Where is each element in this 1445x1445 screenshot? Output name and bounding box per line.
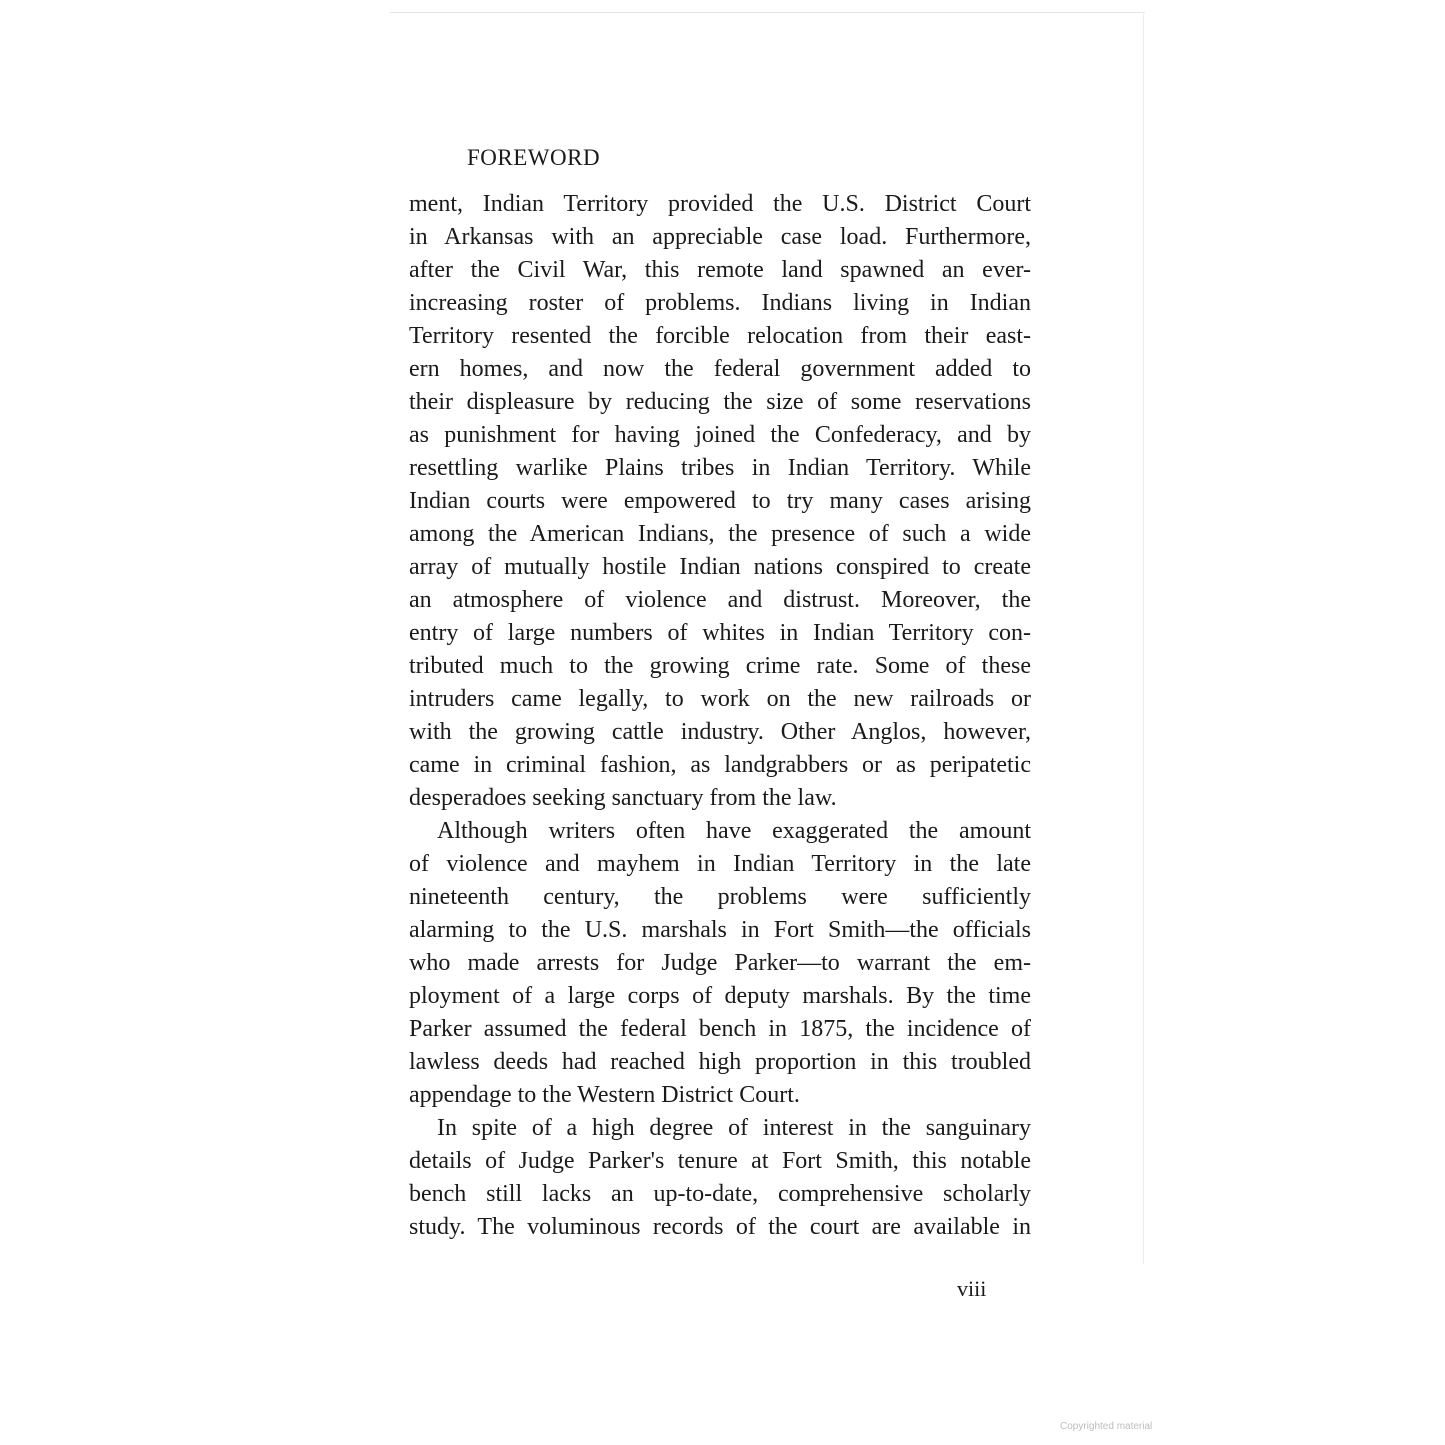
text-line: appendage to the Western District Court. xyxy=(409,1082,800,1108)
text-line: with the growing cattle industry. Other Anglos, however, xyxy=(409,719,1031,745)
text-line: tributed much to the growing crime rate. Some of these xyxy=(409,653,1031,679)
text-line: Indian courts were empowered to try many cases arising xyxy=(409,488,1031,514)
text-line: among the American Indians, the presence of such a wide xyxy=(409,521,1031,547)
page-number: viii xyxy=(957,1276,987,1301)
copyright-watermark: Copyrighted material xyxy=(1060,1421,1153,1432)
body-text xyxy=(409,188,1031,1244)
text-line: lawless deeds had reached high proportion in this troubled xyxy=(409,1049,1031,1075)
paragraph xyxy=(409,188,1031,815)
text-line: of violence and mayhem in Indian Territory in the late xyxy=(409,851,1031,877)
text-line: bench still lacks an up-to-date, comprehensive scholarly xyxy=(409,1181,1031,1207)
text-line: ern homes, and now the federal government added to xyxy=(409,356,1031,382)
text-line: Although writers often have exaggerated the amount xyxy=(437,818,1031,844)
text-line: increasing roster of problems. Indians living in Indian xyxy=(409,290,1031,316)
text-line: in Arkansas with an appreciable case load. Furthermore, xyxy=(409,224,1031,250)
text-line: array of mutually hostile Indian nations conspired to create xyxy=(409,554,1031,580)
text-line: an atmosphere of violence and distrust. Moreover, the xyxy=(409,587,1031,613)
text-line: desperadoes seeking sanctuary from the law. xyxy=(409,785,837,811)
paragraph xyxy=(409,1112,1031,1244)
text-line: Territory resented the forcible relocation from their east- xyxy=(409,323,1031,349)
text-line: ment, Indian Territory provided the U.S. District Court xyxy=(409,191,1031,217)
text-line: study. The voluminous records of the court are available in xyxy=(409,1214,1031,1240)
text-line: after the Civil War, this remote land spawned an ever- xyxy=(409,257,1031,283)
text-line: intruders came legally, to work on the new railroads or xyxy=(409,686,1031,712)
text-line: their displeasure by reducing the size of some reservations xyxy=(409,389,1031,415)
text-line: details of Judge Parker's tenure at Fort Smith, this notable xyxy=(409,1148,1031,1174)
text-line: as punishment for having joined the Confederacy, and by xyxy=(409,422,1031,448)
text-line: nineteenth century, the problems were sufficiently xyxy=(409,884,1031,910)
scan-edge-right xyxy=(1143,14,1144,1264)
text-line: resettling warlike Plains tribes in Indian Territory. While xyxy=(409,455,1031,481)
text-line: Parker assumed the federal bench in 1875, the incidence of xyxy=(409,1016,1031,1042)
text-line: came in criminal fashion, as landgrabbers or as peripatetic xyxy=(409,752,1031,778)
text-line: In spite of a high degree of interest in the sanguinary xyxy=(437,1115,1031,1141)
scan-edge-top xyxy=(390,12,1145,13)
text-line: entry of large numbers of whites in Indian Territory con- xyxy=(409,620,1031,646)
paragraph xyxy=(409,815,1031,1112)
text-line: alarming to the U.S. marshals in Fort Smith—the officials xyxy=(409,917,1031,943)
running-head: FOREWORD xyxy=(467,145,601,170)
text-line: who made arrests for Judge Parker—to warrant the em- xyxy=(409,950,1031,976)
text-line: ployment of a large corps of deputy marshals. By the time xyxy=(409,983,1031,1009)
